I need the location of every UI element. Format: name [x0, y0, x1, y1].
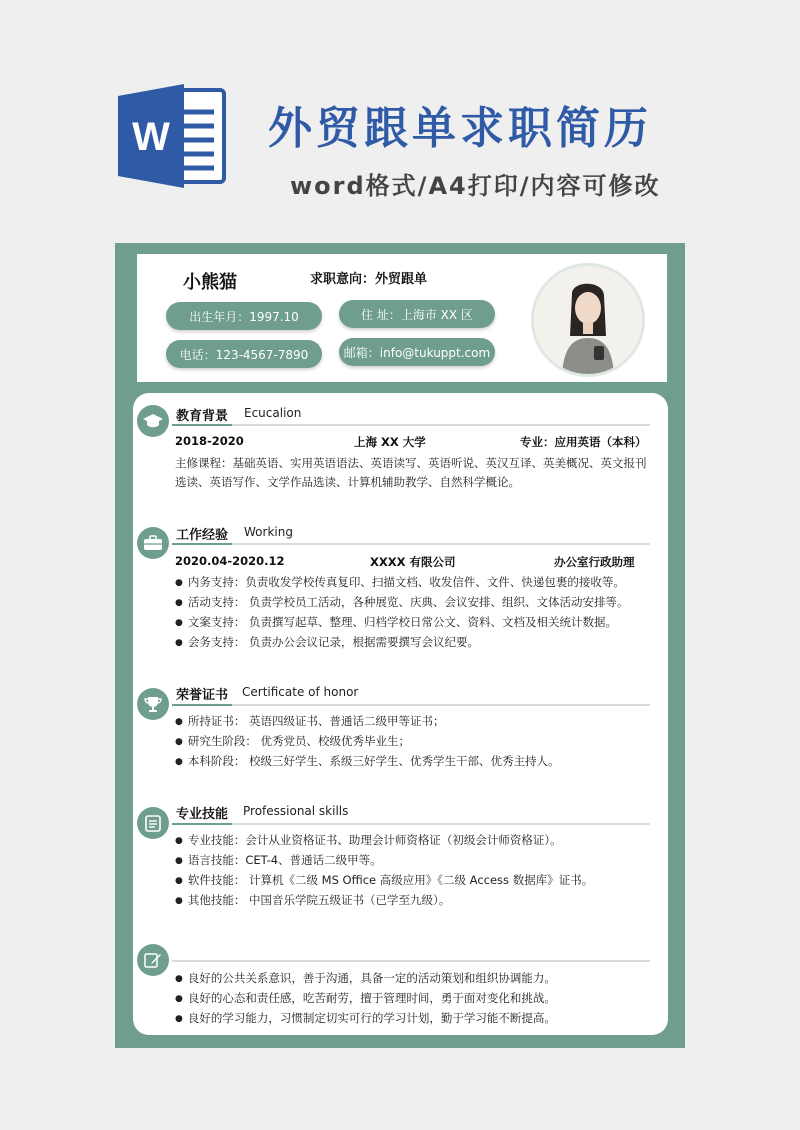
profile-name: 小熊猫: [183, 272, 237, 293]
skills-item: ● 专业技能：会计从业资格证书、助理会计师资格证（初级会计师资格证）。: [175, 832, 562, 848]
clipboard-icon: [137, 807, 169, 839]
work-item: ● 文案支持： 负责撰写起草、整理、归档学校日常公文、资料、文档及相关统计数据。: [175, 614, 617, 630]
work-period: 2020.04-2020.12: [175, 554, 285, 568]
skills-title: 专业技能: [176, 807, 229, 822]
skills-item: ● 其他技能： 中国音乐学院五级证书（已学至九级）。: [175, 892, 450, 908]
work-company: XXXX 有限公司: [370, 555, 456, 569]
honor-item: ● 本科阶段： 校级三好学生、系级三好学生、优秀学生干部、优秀主持人。: [175, 753, 560, 769]
birth-pill: 出生年月：1997.10: [166, 302, 322, 330]
honor-item: ● 所持证书： 英语四级证书、普通话二级甲等证书；: [175, 713, 445, 729]
skills-divider: [172, 823, 650, 825]
education-school: 上海 XX 大学: [354, 435, 426, 449]
honor-divider: [172, 704, 650, 706]
avatar: [531, 263, 645, 377]
education-divider: [172, 424, 650, 426]
education-courses-1: 主修课程：基础英语、实用英语语法、英语读写、英语听说、英汉互译、英美概况、英文报刊: [175, 456, 647, 470]
email-pill: 邮箱：info@tukuppt.com: [339, 338, 495, 366]
education-major: 专业：应用英语（本科）: [520, 435, 647, 449]
evaluation-divider: [172, 960, 650, 962]
briefcase-icon: [137, 527, 169, 559]
work-item: ● 会务支持： 负责办公会议记录，根据需要撰写会议纪要。: [175, 634, 479, 650]
honor-title-en: Certificate of honor: [242, 685, 359, 699]
honor-title: 荣誉证书: [176, 688, 229, 703]
address-pill: 住 址：上海市 XX 区: [339, 300, 495, 328]
skills-item: ● 软件技能： 计算机《二级 MS Office 高级应用》《二级 Access 数据库》证书。: [175, 872, 593, 888]
education-period: 2018-2020: [175, 434, 244, 448]
banner-title: 外贸跟单求职简历: [268, 103, 652, 154]
education-divider-accent: [172, 424, 232, 426]
trophy-icon: [137, 688, 169, 720]
skills-item: ● 语言技能：CET-4、普通话二级甲等。: [175, 852, 382, 868]
graduation-cap-icon: [137, 405, 169, 437]
work-item: ● 活动支持： 负责学校员工活动，各种展览、庆典、会议安排、组织、文体活动安排等。: [175, 594, 629, 610]
skills-title-en: Professional skills: [243, 804, 349, 818]
job-intent: 求职意向：外贸跟单: [310, 272, 428, 287]
work-title: 工作经验: [176, 528, 229, 543]
work-title-en: Working: [244, 525, 293, 539]
word-logo-letter: W: [132, 115, 170, 159]
education-title: 教育背景: [176, 409, 229, 424]
education-title-en: Ecucalion: [244, 406, 302, 420]
work-divider-accent: [172, 543, 232, 545]
education-courses-2: 选读、英语写作、文学作品选读、计算机辅助教学、自然科学概论。: [175, 475, 520, 489]
honor-item: ● 研究生阶段： 优秀党员、校级优秀毕业生；: [175, 733, 410, 749]
work-position: 办公室行政助理: [554, 555, 635, 569]
work-divider: [172, 543, 650, 545]
evaluation-item: ● 良好的公共关系意识，善于沟通，具备一定的活动策划和组织协调能力。: [175, 970, 556, 986]
skills-divider-accent: [172, 823, 232, 825]
phone-pill: 电话：123-4567-7890: [166, 340, 322, 368]
evaluation-item: ● 良好的学习能力，习惯制定切实可行的学习计划，勤于学习能不断提高。: [175, 1010, 556, 1026]
honor-divider-accent: [172, 704, 232, 706]
banner-subtitle: word格式/A4打印/内容可修改: [290, 172, 661, 200]
evaluation-item: ● 良好的心态和责任感，吃苦耐劳，擅于管理时间，勇于面对变化和挑战。: [175, 990, 556, 1006]
pencil-icon: [137, 944, 169, 976]
work-item: ● 内务支持：负责收发学校传真复印、扫描文档、收发信件、文件、快递包裹的接收等。: [175, 574, 625, 590]
word-logo-icon: [118, 84, 228, 188]
